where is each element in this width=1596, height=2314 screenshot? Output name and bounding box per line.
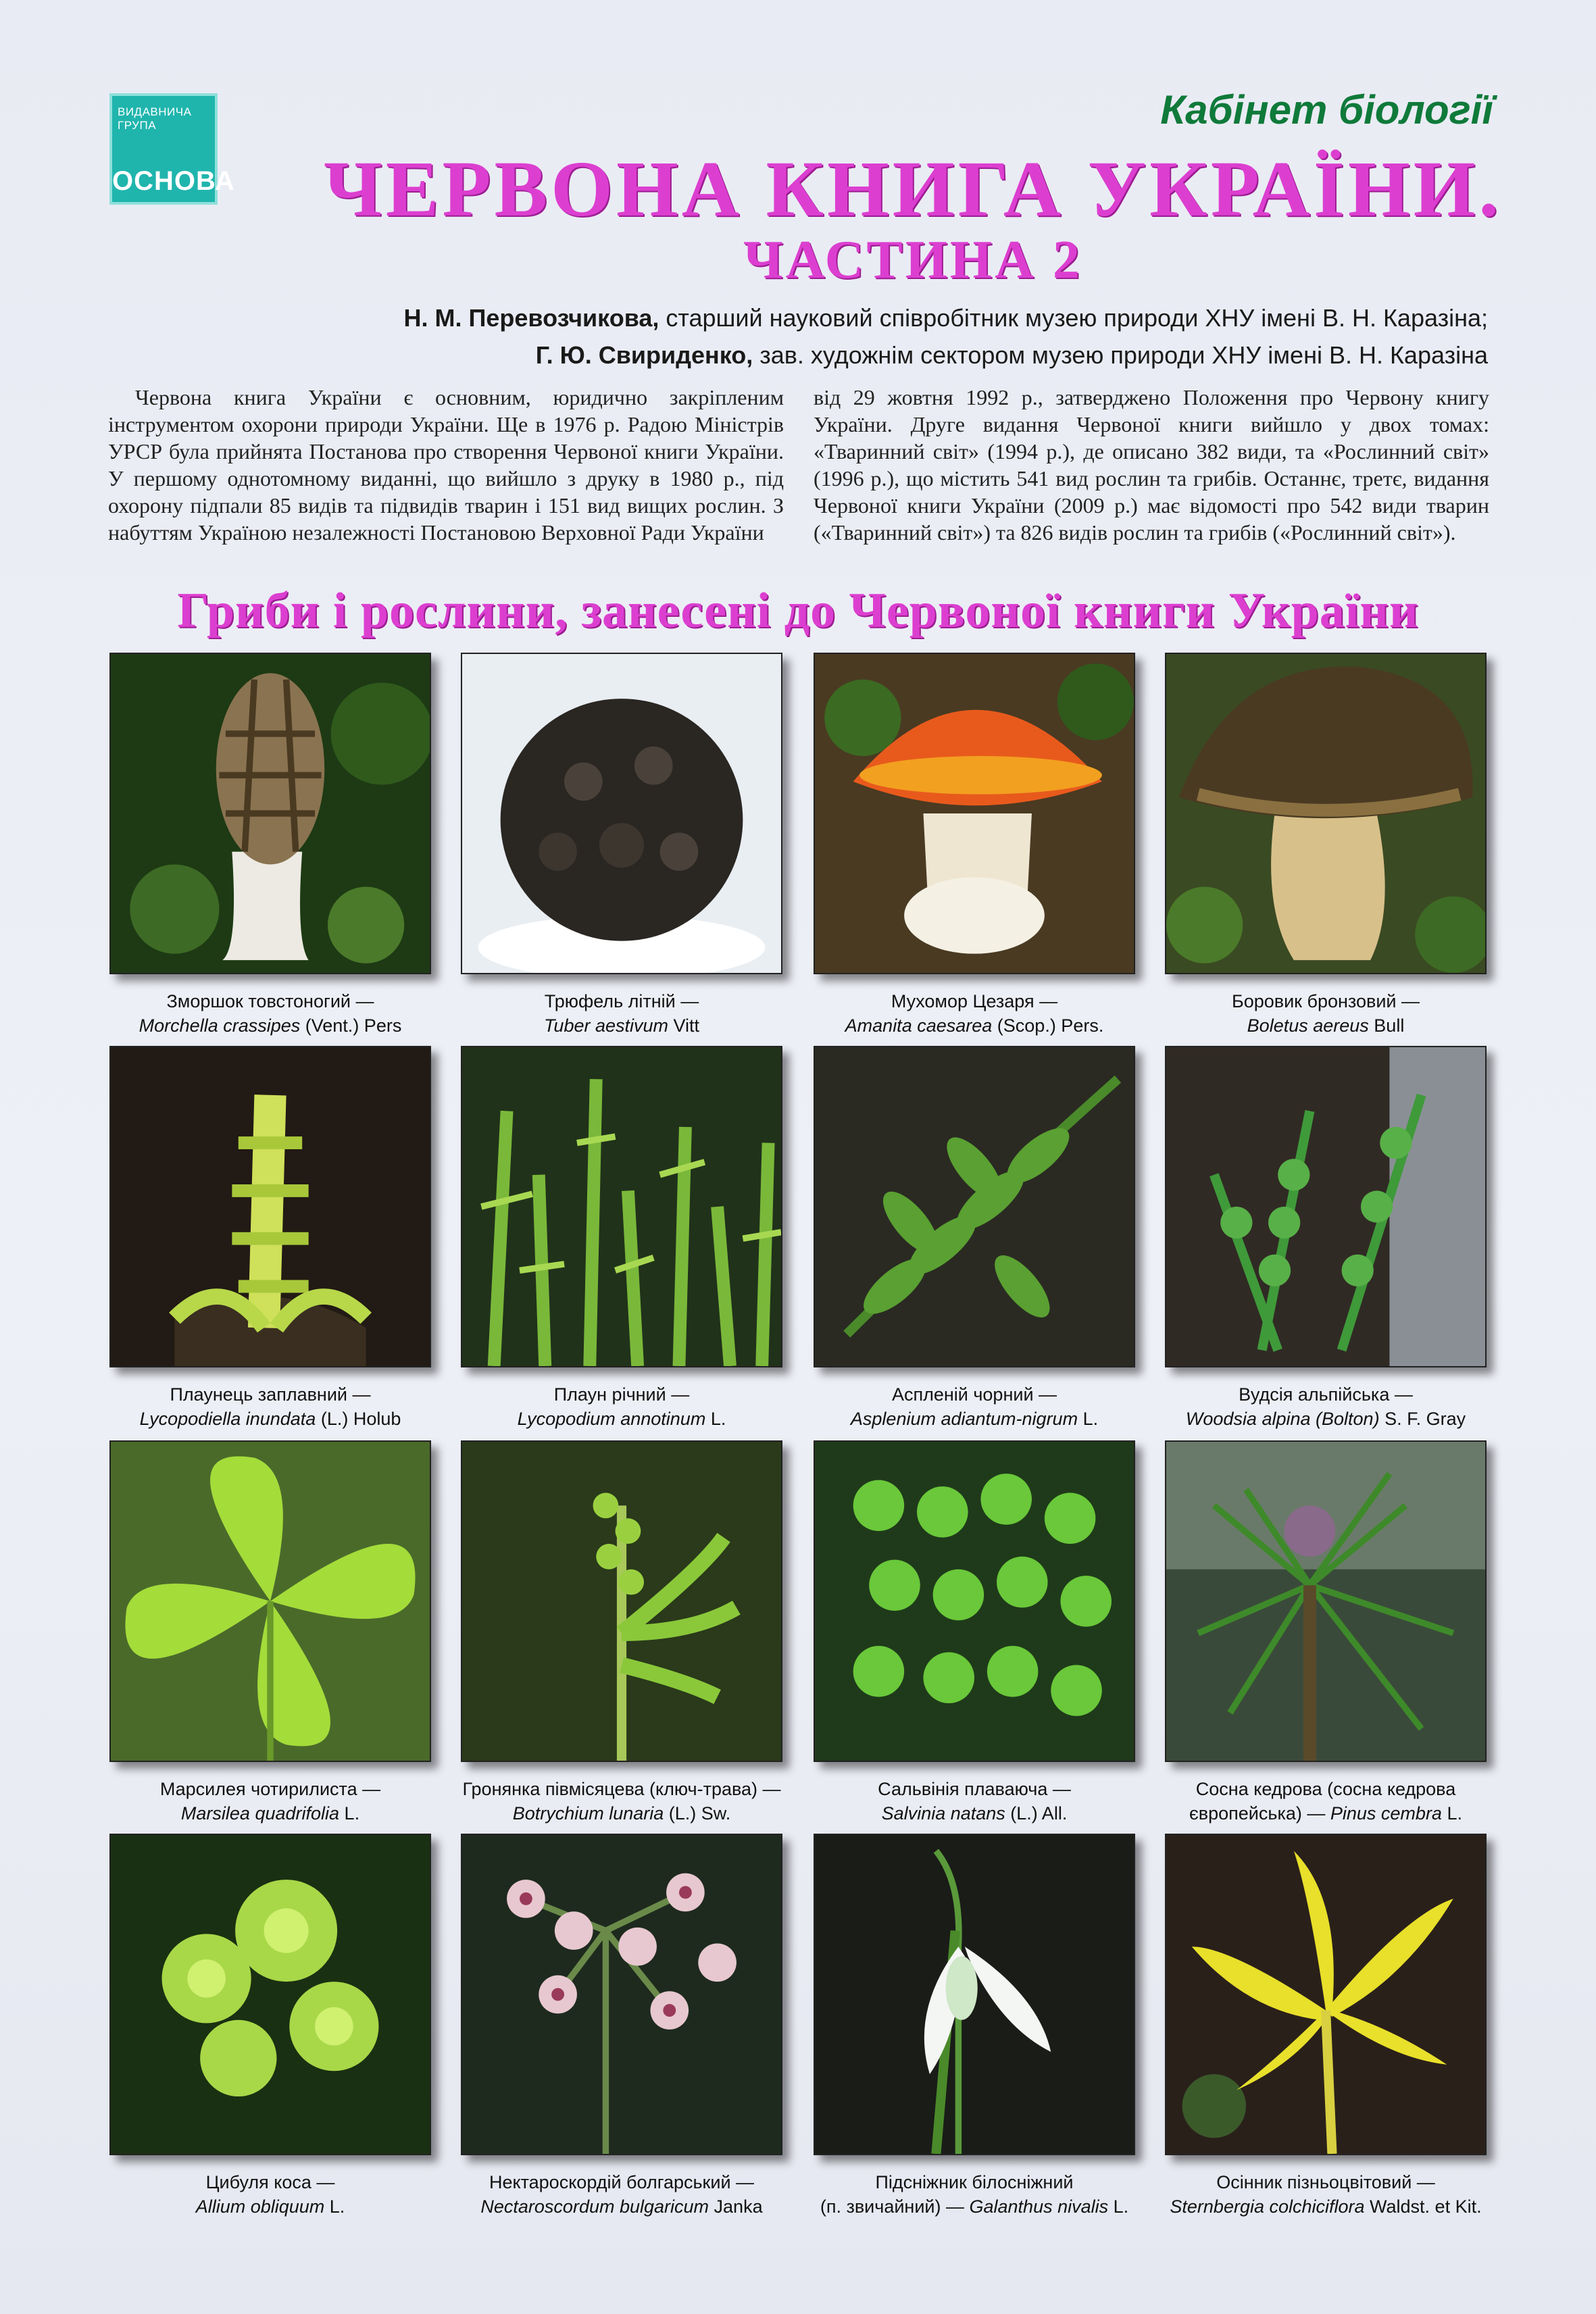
- species-common-name: Осінник пізньоцвітовий —: [1216, 2172, 1435, 2192]
- salvinia-icon: [814, 1440, 1135, 1762]
- snowdrop-icon: [814, 1834, 1135, 2155]
- author-name: Г. Ю. Свириденко,: [535, 341, 753, 369]
- species-latin-name: Botrychium lunaria: [512, 1803, 664, 1823]
- species-card: [109, 1440, 431, 1826]
- species-author: L.: [705, 1409, 726, 1429]
- species-caption: [1165, 1777, 1487, 1826]
- species-latin-name: Nectaroscordum bulgaricum: [480, 2196, 709, 2217]
- species-card: [1165, 1046, 1487, 1431]
- species-author: (Scop.) Pers.: [992, 1015, 1104, 1036]
- species-latin-name: Lycopodiella inundata: [139, 1409, 316, 1429]
- species-latin-name: Asplenium adiantum-nigrum: [850, 1409, 1078, 1429]
- species-card: [461, 1834, 782, 2219]
- moonwort-icon: [461, 1440, 782, 1762]
- species-card: [461, 1046, 782, 1431]
- species-common-name: Гронянка півмісяцева (ключ-трава) —: [462, 1779, 781, 1799]
- species-caption: [109, 989, 431, 1038]
- species-latin-name: Salvinia natans: [881, 1803, 1005, 1823]
- author-name: Н. М. Перевозчикова,: [403, 304, 659, 332]
- species-caption: [461, 989, 782, 1038]
- intro-text: [108, 384, 1489, 546]
- species-card: [109, 1834, 431, 2219]
- species-latin-name: Allium obliquum: [195, 2196, 325, 2217]
- species-author: L.: [1441, 1803, 1462, 1823]
- species-author: Waldst. et Kit.: [1364, 2196, 1482, 2217]
- species-caption: [814, 1382, 1135, 1431]
- logo-line1: ВИДАВНИЧА: [118, 105, 192, 118]
- species-author: Bull: [1368, 1015, 1405, 1036]
- species-caption: [814, 989, 1135, 1038]
- species-card: [814, 1046, 1135, 1431]
- species-card: [814, 1440, 1135, 1826]
- species-caption: [109, 1382, 431, 1431]
- species-common-name: Боровик бронзовий —: [1231, 991, 1420, 1011]
- species-card: [109, 1046, 431, 1431]
- species-latin-name: Tuber aestivum: [543, 1015, 669, 1036]
- species-caption: [814, 2170, 1135, 2219]
- intro-column-2: від 29 жовтня 1992 р., затверджено Положення про Червону книгу України. Друге видання Червоної книги вийшло у двох томах: «Тваринний світ» (1994 р.), де описано 382 види, та «Рослинний світ» (1996 р.), що містить 541 вид рослин та грибів. Останнє, третє, видання Червоної книги України (2009 р.) має відомості про 542 види тварин («Тваринний світ») та 826 видів рослин та грибів («Рослинний світ»).: [814, 385, 1489, 545]
- section-title: Гриби і рослини, занесені до Червоної книги України: [177, 583, 1419, 638]
- species-author: (L.) Holub: [316, 1409, 401, 1429]
- logo-word: ОСНОВА: [112, 166, 235, 196]
- morel-icon: [109, 653, 431, 974]
- page-title: ЧЕРВОНА КНИГА УКРАЇНИ.: [324, 145, 1502, 233]
- species-author: L.: [339, 1803, 360, 1823]
- author-role: зав. художнім сектором музею природи ХНУ імені В. Н. Каразіна: [753, 341, 1488, 369]
- species-common-name: Сосна кедрова (сосна кедрова: [1195, 1779, 1456, 1799]
- page-subtitle: ЧАСТИНА 2: [743, 230, 1082, 290]
- species-common-name: Вудсія альпійська —: [1239, 1384, 1413, 1405]
- species-latin-name: Boletus aereus: [1247, 1015, 1369, 1036]
- species-caption: [814, 1777, 1135, 1826]
- species-author: S. F. Gray: [1379, 1409, 1466, 1429]
- species-latin-name: Morchella crassipes: [139, 1015, 301, 1036]
- species-card: [1165, 1834, 1487, 2219]
- species-author: L.: [1108, 2196, 1129, 2217]
- species-common-name: Сальвінія плаваюча —: [878, 1779, 1071, 1799]
- species-author: L.: [1078, 1409, 1099, 1429]
- species-caption: [1165, 989, 1487, 1038]
- author-role: старший науковий співробітник музею природи ХНУ імені В. Н. Каразіна;: [659, 304, 1488, 332]
- species-caption: [109, 2170, 431, 2219]
- species-card: [461, 653, 782, 1038]
- species-common-name: Цибуля коса —: [205, 2172, 335, 2192]
- species-common-name: Нектароскордій болгарський —: [489, 2172, 755, 2192]
- species-common-name: Марсилея чотирилиста —: [159, 1779, 381, 1799]
- species-common-name: Плаунець заплавний —: [170, 1384, 371, 1405]
- rubric-title: Кабінет біології: [1160, 87, 1493, 132]
- species-common-name-cont: європейська) —: [1189, 1803, 1330, 1823]
- species-author: (Vent.) Pers: [300, 1015, 402, 1036]
- species-latin-name: Marsilea quadrifolia: [180, 1803, 340, 1823]
- species-common-name: Плаун річний —: [553, 1384, 690, 1405]
- bolete-icon: [1165, 653, 1487, 974]
- species-common-name: Асплeній чорний —: [891, 1384, 1057, 1405]
- species-card: [1165, 1440, 1487, 1826]
- species-author: Vitt: [668, 1015, 700, 1036]
- amanita-icon: [814, 653, 1135, 974]
- species-author: L.: [324, 2196, 345, 2217]
- species-caption: [461, 1382, 782, 1431]
- truffle-icon: [461, 653, 782, 974]
- author-line-2: [536, 341, 1488, 370]
- intro-column-1: Червона книга України є основним, юридично закріпленим інструментом охорони природи України. Ще в 1976 р. Радою Міністрів УРСР була прийнята Постанова про створення Червоної книги України. У першому однотомному виданні, що вийшло з друку в 1980 р., під охорону підпали 85 видів та підвидів тварин і 151 вид вищих рослин. З набуттям Україною незалежності Постановою Верховної Ради України: [108, 385, 784, 545]
- species-latin-name: Amanita caesarea: [845, 1015, 993, 1036]
- species-card: [1165, 653, 1487, 1038]
- nectaroscordum-icon: [461, 1834, 782, 2155]
- species-common-name: Підсніжник білосніжний: [875, 2172, 1074, 2192]
- species-card: [461, 1440, 782, 1826]
- species-author: (L.) All.: [1005, 1803, 1068, 1823]
- species-card: [109, 653, 431, 1038]
- species-latin-name: Lycopodium annotinum: [517, 1409, 706, 1429]
- fern-icon: [814, 1046, 1135, 1367]
- species-author: Janka: [709, 2196, 763, 2217]
- author-line-1: [404, 304, 1488, 332]
- logo-line2: ГРУПА: [118, 119, 157, 132]
- species-author: (L.) Sw.: [664, 1803, 731, 1823]
- lycopodium-icon: [461, 1046, 782, 1367]
- clover-icon: [109, 1440, 431, 1762]
- pine-icon: [1165, 1440, 1487, 1762]
- species-common-name: Мухомор Цезаря —: [891, 991, 1058, 1011]
- species-card: [814, 1834, 1135, 2219]
- clubmoss-icon: [109, 1046, 431, 1367]
- species-latin-name: Pinus cembra: [1330, 1803, 1442, 1823]
- species-latin-name: Galanthus nivalis: [969, 2196, 1109, 2217]
- species-caption: [109, 1777, 431, 1826]
- species-caption: [461, 1777, 782, 1826]
- species-caption: [461, 2170, 782, 2219]
- sternbergia-icon: [1165, 1834, 1487, 2155]
- woodsia-icon: [1165, 1046, 1487, 1367]
- species-latin-name: Sternbergia colchiciflora: [1170, 2196, 1365, 2217]
- species-latin-name: Woodsia alpina (Bolton): [1185, 1409, 1380, 1429]
- species-card: [814, 653, 1135, 1038]
- species-caption: [1165, 1382, 1487, 1431]
- species-common-name-cont: (п. звичайний) —: [820, 2196, 970, 2217]
- species-caption: [1165, 2170, 1487, 2219]
- species-common-name: Зморшок товстоногий —: [166, 991, 374, 1011]
- allium-icon: [109, 1834, 431, 2155]
- species-common-name: Трюфель літній —: [544, 991, 699, 1011]
